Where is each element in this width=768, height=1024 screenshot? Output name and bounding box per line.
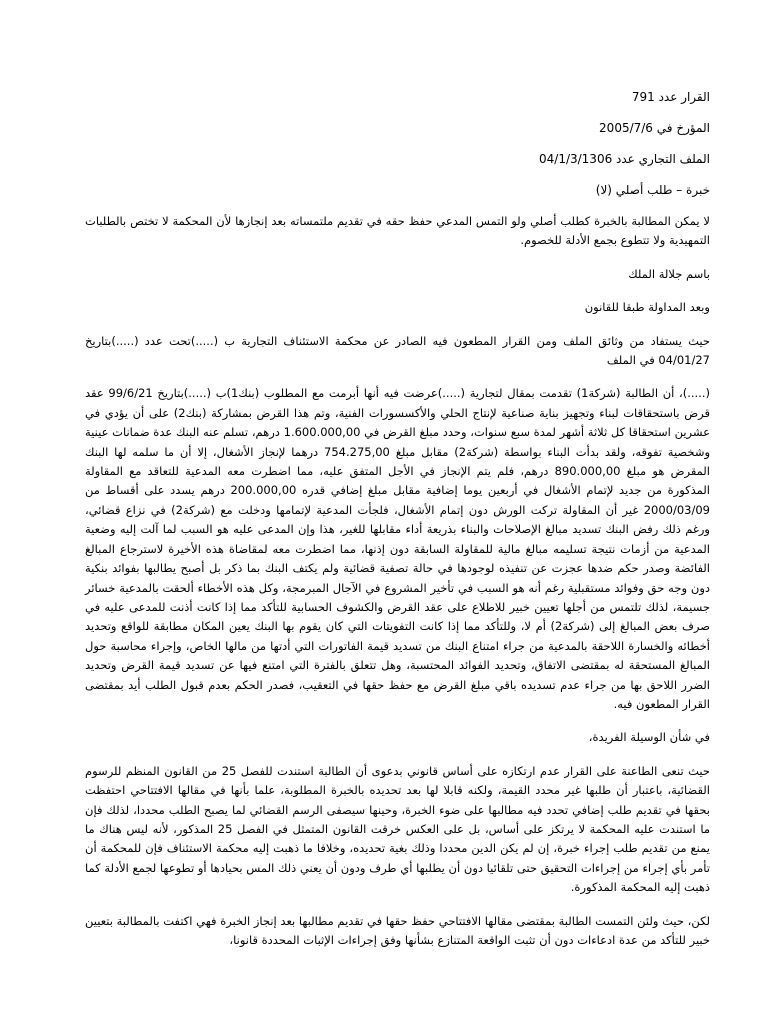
decision-number: القرار عدد 791 [631,90,710,104]
subject-line: خبرة – طلب أصلي (لا) [595,183,710,197]
summary-paragraph: لا يمكن المطالبة بالخبرة كطلب أصلي ولو التمس المدعي حفظ حقه في تقديم ملتمساته بعد إنجازها لأن المحكمة لا تختص بالطلبات التمهيدية ولا تتطوع بجمع الأدلة للخصوم. [85,214,710,248]
decision-date: المؤرخ في 2005/7/6 [599,121,710,135]
ground-heading: في شأن الوسيلة الفريدة، [588,730,710,745]
invocation: باسم جلالة الملك [628,266,710,281]
facts-paragraph: (.....)، أن الطالبة (شركة1) تقدمت بمقال لتجارية (.....)عرضت فيه أنها أبرمت مع المطلوب (بنك1)ب (.....)بتاريخ 99/6/21 عقد قرض باستحقاقات لبناء وتجهيز بناية صناعية لإنتاج الحلي والأكسسورات الفنية، وتم هذا القرض بمشاركة (بنك2) على أن يؤدي في عشرين استحقاقا كل ثلاثة أشهر لمدة سبع سنوات، وحدد مبلغ القرض في 1.600.000,00 درهم، تسلم عنه البنك عدة ضمانات عينية وشخصية تفوقه، ولقد بدأت البناء بواسطة (شركة2) مقابل مبلغ 754.275,00 درهما لإنجاز الأشغال، إلا أن ما سلمه لها البنك المقرض هو مبلغ 890.000,00 درهم، فلم يتم الإنجاز في الأجل المتفق عليه، مما اضطرت معه المدعية للتعاقد مع المقاولة المذكورة من جديد لإتمام الأشغال في أربعين يوما إضافية مقابل مبلغ إضافي قدره 200.000,00 درهم يسدد على أقساط من 2000/03/09 غير أن المقاولة تركت الورش دون إتمام الأشغال، فلجأت المدعية لإتمامها ودخلت مع (شركة2) في نزاع قضائي، ورغم ذلك رفض البنك تسديد مبالغ الإصلاحات والبناء بذريعة أداء مقابلها للغير، هذا وإن المدعى عليه هو السبب لما آلت إليه وضعية المدعية من أزمات نتيجة تسليمه مبالغ مالية للمقاولة السابقة دون إذنها، مما اضطرت معه لمقاضاة هذه الأخيرة لاسترجاع المبالغ الفائضة وصدر حكم ضدها عجزت عن تنفيذه لوجودها في حالة تصفية قضائية ولم يكتف البنك بما ذكر بل أصبح يطالبها بفوائد بنكية دون وجه حق وفوائد مستقبلية رغم أنه هو السبب في تأخير المشروع في الآجال المبرمجة، وكل هذه الأخطاء ألحقت بالمدعية خسائر جسيمة، لذلك تلتمس من أجلها تعيين خبير للاطلاع على عقد القرض والكشوف الحسابية للتأكد مما إذا كانت أذنت للمدعى عليه في صرف بعض المبالغ إلى (شركة2) أم لا، وللتأكد مما إذا كانت التفويتات التي كان يقوم بها البنك يعين المكان مطابقة للواقع وتحديد أخطائه والخسارة اللاحقة بالمدعية من جراء امتناع البنك من تسديد قيمة الفاتورات التي أدتها من مالها الخاص، وإجراء محاسبة حول المبالغ المستحقة له بمقتضى الاتفاق، وتحديد الفوائد المحتسبة، وهل تتعلق بالفترة التي امتنع فيها عن تسديد قيمة القرض وتحديد الضرر اللاحق بها من جراء عدم تسديده باقي مبلغ القرض مع حفظ حقها في التعقيب، فصدر الحكم بعدم قبول الطلب أيد بمقتضى القرار المطعون فيه. [85,386,711,711]
document-body [85,88,710,950]
file-number: الملف التجاري عدد 04/1/3/1306 [539,152,710,166]
court-response-paragraph: لكن، حيث ولئن التمست الطالبة بمقتضى مقالها الافتتاحي حفظ حقها في تقديم مطالبها بعد إنجاز الخبرة فهي اكتفت بالمطالبة بتعيين خبير للتأكد من عدة ادعاءات دون أن تثبت الواقعة المتنازع بشأنها وفق إجراءات الإثبات المحددة قانونا، [85,913,710,947]
facts-intro-paragraph: حيث يستفاد من وثائق الملف ومن القرار المطعون فيه الصادر عن محكمة الاستئناف التجارية ب (.....)تحت عدد (.....)بتاريخ 04/01/27 في الملف [85,333,710,368]
deliberation: وبعد المداولة طبقا للقانون [584,300,710,315]
appeal-ground-paragraph: حيث تنعى الطاعنة على القرار عدم ارتكازه على أساس قانوني بدعوى أن الطالبة استندت للفصل 25 من القانون المنظم للرسوم القضائية، باعتبار أن طلبها غير محدد القيمة، ولكنه قابلا لها بعد تحديده بالخبرة المطلوبة، علما بأنها في مقالها الافتتاحي احتفظت بحقها في تقديم طلب إضافي تحدد فيه مطالبها على ضوء الخبرة، وحينها سيصفى الرسم القضائي لما يصبح الطلب محددا، لذلك فإن ما استندت عليه المحكمة لا يرتكز على أساس، بل على العكس خرقت القانون المتمثل في الفصل 25 المذكور، لأنه ليس هناك ما يمنع من تقديم طلب إجراء خبرة، إن لم يكن الدين محددا وذلك بغية تحديده، وخلافا ما ذهبت إليه محكمة الاستئناف فإن للمحكمة أن تأمر بأي إجراء من إجراءات التحقيق حتى تلقائيا دون أن يطلبها أي طرف ودون أن يعني ذلك المس بحيادها أو تطوعها لجمع الأدلة كما ذهبت إليه المحكمة المذكورة. [85,763,710,895]
